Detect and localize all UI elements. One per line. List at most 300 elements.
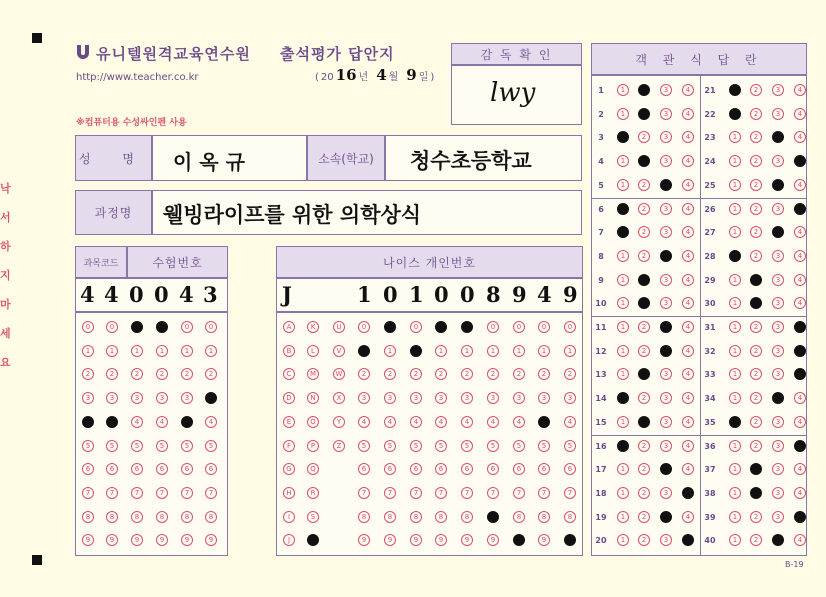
answer-choice-bubble[interactable]: 2 [638,440,650,452]
exam-code-bubble[interactable]: 4 [156,416,168,428]
neis-letter-bubble[interactable]: H [283,487,295,499]
neis-digit-bubble[interactable]: 7 [461,487,473,499]
neis-digit-bubble[interactable]: 9 [538,534,550,546]
answer-choice-bubble[interactable]: 1 [617,416,629,428]
answer-choice-bubble[interactable]: 4 [682,345,694,357]
neis-digit-bubble[interactable]: 7 [564,487,576,499]
answer-choice-bubble[interactable]: 3 [660,108,672,120]
neis-digit-bubble[interactable]: 1 [410,345,422,357]
answer-choice-bubble[interactable]: 1 [729,297,741,309]
answer-choice-bubble[interactable]: 4 [682,179,694,191]
answer-choice-bubble[interactable]: 4 [682,534,694,546]
answer-choice-bubble[interactable]: 1 [729,108,741,120]
exam-code-bubble[interactable]: 2 [181,368,193,380]
exam-code-bubble[interactable]: 9 [156,534,168,546]
answer-choice-bubble[interactable]: 1 [729,368,741,380]
exam-code-bubble[interactable]: 5 [181,440,193,452]
neis-letter-bubble[interactable]: L [307,345,319,357]
answer-choice-bubble[interactable]: 3 [772,416,784,428]
neis-digit-bubble[interactable]: 8 [513,511,525,523]
answer-choice-bubble[interactable]: 2 [750,155,762,167]
answer-choice-bubble[interactable]: 4 [794,511,806,523]
neis-digit-bubble[interactable]: 8 [410,511,422,523]
answer-choice-bubble[interactable]: 4 [682,297,694,309]
answer-choice-bubble[interactable]: 4 [794,226,806,238]
answer-choice-bubble[interactable]: 3 [772,226,784,238]
exam-code-bubble[interactable]: 0 [82,321,94,333]
answer-choice-bubble[interactable]: 2 [638,416,650,428]
answer-choice-bubble[interactable]: 4 [794,345,806,357]
answer-choice-bubble[interactable]: 1 [617,511,629,523]
neis-digit-bubble[interactable]: 2 [461,368,473,380]
answer-choice-bubble[interactable]: 4 [682,274,694,286]
exam-code-bubble[interactable]: 8 [181,511,193,523]
exam-code-bubble[interactable]: 6 [156,463,168,475]
answer-choice-bubble[interactable]: 1 [617,84,629,96]
exam-code-bubble[interactable]: 9 [181,534,193,546]
answer-choice-bubble[interactable]: 2 [750,392,762,404]
answer-choice-bubble[interactable]: 3 [772,440,784,452]
exam-code-bubble[interactable]: 7 [106,487,118,499]
neis-digit-bubble[interactable]: 8 [461,511,473,523]
answer-choice-bubble[interactable]: 1 [729,179,741,191]
neis-digit-bubble[interactable]: 1 [538,345,550,357]
answer-choice-bubble[interactable]: 2 [638,368,650,380]
exam-code-bubble[interactable]: 8 [82,511,94,523]
exam-code-bubble[interactable]: 4 [181,416,193,428]
answer-choice-bubble[interactable]: 1 [617,203,629,215]
neis-digit-bubble[interactable]: 2 [538,368,550,380]
answer-choice-bubble[interactable]: 1 [729,345,741,357]
answer-choice-bubble[interactable]: 4 [794,274,806,286]
answer-choice-bubble[interactable]: 1 [617,440,629,452]
answer-choice-bubble[interactable]: 3 [772,155,784,167]
neis-digit-bubble[interactable]: 5 [564,440,576,452]
answer-choice-bubble[interactable]: 1 [729,155,741,167]
exam-code-bubble[interactable]: 6 [106,463,118,475]
answer-choice-bubble[interactable]: 3 [772,203,784,215]
neis-digit-bubble[interactable]: 5 [461,440,473,452]
neis-digit-bubble[interactable]: 4 [384,416,396,428]
answer-choice-bubble[interactable]: 3 [772,321,784,333]
answer-choice-bubble[interactable]: 1 [617,368,629,380]
neis-digit-bubble[interactable]: 7 [384,487,396,499]
answer-choice-bubble[interactable]: 4 [682,155,694,167]
neis-digit-bubble[interactable]: 7 [410,487,422,499]
answer-choice-bubble[interactable]: 4 [794,534,806,546]
neis-digit-bubble[interactable]: 8 [384,511,396,523]
exam-code-bubble[interactable]: 4 [131,416,143,428]
answer-choice-bubble[interactable]: 1 [729,416,741,428]
exam-code-bubble[interactable]: 7 [181,487,193,499]
answer-choice-bubble[interactable]: 4 [794,392,806,404]
neis-digit-bubble[interactable]: 2 [487,368,499,380]
answer-choice-bubble[interactable]: 4 [682,392,694,404]
exam-code-bubble[interactable]: 2 [131,368,143,380]
answer-choice-bubble[interactable]: 4 [682,368,694,380]
neis-digit-bubble[interactable]: 5 [538,440,550,452]
exam-code-bubble[interactable]: 1 [205,345,217,357]
answer-choice-bubble[interactable]: 2 [638,131,650,143]
neis-letter-bubble[interactable]: I [283,511,295,523]
answer-choice-bubble[interactable]: 3 [660,250,672,262]
neis-digit-bubble[interactable]: 0 [538,321,550,333]
exam-code-bubble[interactable]: 8 [106,511,118,523]
answer-choice-bubble[interactable]: 3 [660,511,672,523]
neis-digit-bubble[interactable]: 6 [358,463,370,475]
answer-choice-bubble[interactable]: 2 [750,250,762,262]
exam-code-bubble[interactable]: 7 [205,487,217,499]
exam-code-bubble[interactable]: 5 [131,440,143,452]
answer-choice-bubble[interactable]: 1 [729,226,741,238]
answer-choice-bubble[interactable]: 2 [750,203,762,215]
neis-letter-bubble[interactable]: U [333,321,345,333]
neis-digit-bubble[interactable]: 6 [435,463,447,475]
answer-choice-bubble[interactable]: 3 [660,487,672,499]
neis-letter-bubble[interactable]: B [283,345,295,357]
answer-choice-bubble[interactable]: 1 [617,463,629,475]
exam-code-bubble[interactable]: 9 [106,534,118,546]
answer-choice-bubble[interactable]: 2 [638,392,650,404]
answer-choice-bubble[interactable]: 2 [750,416,762,428]
answer-choice-bubble[interactable]: 2 [638,203,650,215]
answer-choice-bubble[interactable]: 3 [660,534,672,546]
neis-digit-bubble[interactable]: 5 [513,440,525,452]
exam-code-bubble[interactable]: 4 [82,416,94,428]
neis-digit-bubble[interactable]: 6 [487,463,499,475]
exam-code-bubble[interactable]: 9 [205,534,217,546]
exam-code-bubble[interactable]: 0 [181,321,193,333]
neis-digit-bubble[interactable]: 3 [538,392,550,404]
exam-code-bubble[interactable]: 3 [131,392,143,404]
answer-choice-bubble[interactable]: 2 [638,345,650,357]
neis-digit-bubble[interactable]: 3 [384,392,396,404]
exam-code-bubble[interactable]: 5 [82,440,94,452]
neis-digit-bubble[interactable]: 2 [435,368,447,380]
answer-choice-bubble[interactable]: 1 [617,274,629,286]
answer-choice-bubble[interactable]: 1 [617,226,629,238]
answer-choice-bubble[interactable]: 1 [617,345,629,357]
neis-digit-bubble[interactable]: 8 [358,511,370,523]
answer-choice-bubble[interactable]: 1 [729,487,741,499]
answer-choice-bubble[interactable]: 2 [750,297,762,309]
answer-choice-bubble[interactable]: 2 [638,226,650,238]
answer-choice-bubble[interactable]: 2 [750,131,762,143]
exam-code-bubble[interactable]: 2 [106,368,118,380]
neis-letter-bubble[interactable]: Z [333,440,345,452]
neis-digit-bubble[interactable]: 3 [461,392,473,404]
answer-choice-bubble[interactable]: 2 [750,226,762,238]
answer-choice-bubble[interactable]: 2 [638,463,650,475]
neis-digit-bubble[interactable]: 1 [513,345,525,357]
answer-choice-bubble[interactable]: 3 [660,179,672,191]
answer-choice-bubble[interactable]: 3 [772,511,784,523]
answer-choice-bubble[interactable]: 2 [638,274,650,286]
neis-digit-bubble[interactable]: 1 [564,345,576,357]
answer-choice-bubble[interactable]: 4 [794,131,806,143]
exam-code-bubble[interactable]: 6 [131,463,143,475]
exam-code-bubble[interactable]: 9 [131,534,143,546]
answer-choice-bubble[interactable]: 2 [750,84,762,96]
answer-choice-bubble[interactable]: 1 [729,131,741,143]
exam-code-bubble[interactable]: 0 [205,321,217,333]
neis-digit-bubble[interactable]: 6 [410,463,422,475]
answer-choice-bubble[interactable]: 4 [794,416,806,428]
neis-digit-bubble[interactable]: 4 [358,416,370,428]
answer-choice-bubble[interactable]: 2 [638,108,650,120]
exam-code-bubble[interactable]: 6 [82,463,94,475]
answer-choice-bubble[interactable]: 4 [794,155,806,167]
exam-code-bubble[interactable]: 0 [131,321,143,333]
answer-choice-bubble[interactable]: 1 [729,440,741,452]
exam-code-bubble[interactable]: 1 [181,345,193,357]
answer-choice-bubble[interactable]: 3 [660,345,672,357]
neis-letter-bubble[interactable]: K [307,321,319,333]
answer-choice-bubble[interactable]: 2 [638,179,650,191]
neis-digit-bubble[interactable]: 4 [538,416,550,428]
neis-digit-bubble[interactable]: 3 [358,392,370,404]
neis-digit-bubble[interactable]: 8 [435,511,447,523]
neis-digit-bubble[interactable]: 6 [513,463,525,475]
neis-digit-bubble[interactable]: 4 [513,416,525,428]
answer-choice-bubble[interactable]: 1 [617,250,629,262]
neis-digit-bubble[interactable]: 7 [358,487,370,499]
neis-digit-bubble[interactable]: 0 [487,321,499,333]
neis-letter-bubble[interactable]: W [333,368,345,380]
neis-letter-bubble[interactable]: V [333,345,345,357]
answer-choice-bubble[interactable]: 1 [729,511,741,523]
neis-digit-bubble[interactable]: 4 [461,416,473,428]
answer-choice-bubble[interactable]: 1 [729,84,741,96]
neis-digit-bubble[interactable]: 0 [358,321,370,333]
answer-choice-bubble[interactable]: 2 [638,250,650,262]
answer-choice-bubble[interactable]: 1 [617,392,629,404]
answer-choice-bubble[interactable]: 3 [660,274,672,286]
exam-code-bubble[interactable]: 5 [205,440,217,452]
neis-digit-bubble[interactable]: 0 [461,321,473,333]
neis-digit-bubble[interactable]: 2 [410,368,422,380]
answer-choice-bubble[interactable]: 1 [617,155,629,167]
answer-choice-bubble[interactable]: 1 [729,203,741,215]
answer-choice-bubble[interactable]: 3 [772,463,784,475]
exam-code-bubble[interactable]: 3 [156,392,168,404]
answer-choice-bubble[interactable]: 1 [617,297,629,309]
answer-choice-bubble[interactable]: 4 [682,487,694,499]
exam-code-bubble[interactable]: 3 [106,392,118,404]
answer-choice-bubble[interactable]: 3 [660,203,672,215]
answer-choice-bubble[interactable]: 2 [750,511,762,523]
answer-choice-bubble[interactable]: 4 [682,203,694,215]
answer-choice-bubble[interactable]: 2 [638,487,650,499]
neis-digit-bubble[interactable]: 4 [564,416,576,428]
neis-digit-bubble[interactable]: 4 [435,416,447,428]
neis-letter-bubble[interactable]: F [283,440,295,452]
answer-choice-bubble[interactable]: 4 [794,203,806,215]
neis-digit-bubble[interactable]: 1 [435,345,447,357]
neis-letter-bubble[interactable]: P [307,440,319,452]
neis-digit-bubble[interactable]: 9 [410,534,422,546]
answer-choice-bubble[interactable]: 2 [638,534,650,546]
answer-choice-bubble[interactable]: 2 [750,274,762,286]
neis-digit-bubble[interactable]: 9 [358,534,370,546]
neis-digit-bubble[interactable]: 1 [487,345,499,357]
exam-code-bubble[interactable]: 2 [82,368,94,380]
answer-choice-bubble[interactable]: 4 [794,321,806,333]
exam-code-bubble[interactable]: 7 [131,487,143,499]
answer-choice-bubble[interactable]: 2 [638,297,650,309]
answer-choice-bubble[interactable]: 1 [729,321,741,333]
neis-digit-bubble[interactable]: 5 [487,440,499,452]
answer-choice-bubble[interactable]: 2 [750,345,762,357]
exam-code-bubble[interactable]: 1 [131,345,143,357]
neis-letter-bubble[interactable]: Y [333,416,345,428]
neis-digit-bubble[interactable]: 3 [513,392,525,404]
neis-digit-bubble[interactable]: 2 [564,368,576,380]
answer-choice-bubble[interactable]: 3 [772,84,784,96]
answer-choice-bubble[interactable]: 1 [729,274,741,286]
answer-choice-bubble[interactable]: 3 [660,84,672,96]
neis-digit-bubble[interactable]: 0 [435,321,447,333]
answer-choice-bubble[interactable]: 3 [772,297,784,309]
exam-code-bubble[interactable]: 3 [82,392,94,404]
answer-choice-bubble[interactable]: 2 [638,155,650,167]
answer-choice-bubble[interactable]: 4 [794,487,806,499]
answer-choice-bubble[interactable]: 3 [772,345,784,357]
answer-choice-bubble[interactable]: 3 [660,416,672,428]
answer-choice-bubble[interactable]: 4 [794,297,806,309]
exam-code-bubble[interactable]: 5 [106,440,118,452]
neis-digit-bubble[interactable]: 6 [564,463,576,475]
exam-code-bubble[interactable]: 3 [181,392,193,404]
answer-choice-bubble[interactable]: 3 [660,368,672,380]
answer-choice-bubble[interactable]: 4 [794,250,806,262]
neis-letter-bubble[interactable]: J [283,534,295,546]
neis-digit-bubble[interactable]: 2 [358,368,370,380]
answer-choice-bubble[interactable]: 4 [794,108,806,120]
neis-digit-bubble[interactable]: 0 [410,321,422,333]
exam-code-bubble[interactable]: 0 [106,321,118,333]
answer-choice-bubble[interactable]: 3 [660,463,672,475]
neis-letter-bubble[interactable]: O [307,416,319,428]
neis-letter-bubble[interactable]: A [283,321,295,333]
answer-choice-bubble[interactable]: 4 [682,131,694,143]
neis-digit-bubble[interactable]: 3 [435,392,447,404]
exam-code-bubble[interactable]: 3 [205,392,217,404]
exam-code-bubble[interactable]: 0 [156,321,168,333]
answer-choice-bubble[interactable]: 1 [729,392,741,404]
answer-choice-bubble[interactable]: 2 [638,321,650,333]
answer-choice-bubble[interactable]: 4 [682,416,694,428]
exam-code-bubble[interactable]: 8 [131,511,143,523]
answer-choice-bubble[interactable]: 3 [772,368,784,380]
answer-choice-bubble[interactable]: 4 [682,321,694,333]
neis-digit-bubble[interactable]: 8 [487,511,499,523]
neis-digit-bubble[interactable]: 2 [513,368,525,380]
exam-code-bubble[interactable]: 6 [205,463,217,475]
neis-digit-bubble[interactable]: 7 [538,487,550,499]
answer-choice-bubble[interactable]: 4 [794,368,806,380]
neis-letter-bubble[interactable]: E [283,416,295,428]
neis-letter-bubble[interactable]: G [283,463,295,475]
answer-choice-bubble[interactable]: 2 [750,463,762,475]
answer-choice-bubble[interactable]: 2 [750,534,762,546]
answer-choice-bubble[interactable]: 1 [617,179,629,191]
exam-code-bubble[interactable]: 8 [156,511,168,523]
exam-code-bubble[interactable]: 4 [106,416,118,428]
neis-letter-bubble[interactable]: Q [307,463,319,475]
answer-choice-bubble[interactable]: 3 [772,392,784,404]
neis-digit-bubble[interactable]: 9 [384,534,396,546]
exam-code-bubble[interactable]: 2 [205,368,217,380]
exam-code-bubble[interactable]: 9 [82,534,94,546]
neis-digit-bubble[interactable]: 9 [564,534,576,546]
neis-digit-bubble[interactable]: 0 [564,321,576,333]
answer-choice-bubble[interactable]: 3 [772,179,784,191]
answer-choice-bubble[interactable]: 1 [729,534,741,546]
answer-choice-bubble[interactable]: 3 [772,274,784,286]
neis-digit-bubble[interactable]: 9 [435,534,447,546]
neis-digit-bubble[interactable]: 6 [461,463,473,475]
neis-digit-bubble[interactable]: 3 [564,392,576,404]
neis-digit-bubble[interactable]: 1 [384,345,396,357]
answer-choice-bubble[interactable]: 2 [750,368,762,380]
neis-letter-bubble[interactable]: R [307,487,319,499]
exam-code-bubble[interactable]: 2 [156,368,168,380]
exam-code-bubble[interactable]: 1 [82,345,94,357]
answer-choice-bubble[interactable]: 2 [638,511,650,523]
neis-digit-bubble[interactable]: 6 [384,463,396,475]
answer-choice-bubble[interactable]: 3 [660,155,672,167]
answer-choice-bubble[interactable]: 4 [682,84,694,96]
answer-choice-bubble[interactable]: 4 [794,179,806,191]
exam-code-bubble[interactable]: 1 [106,345,118,357]
neis-digit-bubble[interactable]: 3 [410,392,422,404]
answer-choice-bubble[interactable]: 2 [638,84,650,96]
neis-letter-bubble[interactable]: S [307,511,319,523]
neis-letter-bubble[interactable]: M [307,368,319,380]
answer-choice-bubble[interactable]: 3 [660,297,672,309]
answer-choice-bubble[interactable]: 4 [682,108,694,120]
answer-choice-bubble[interactable]: 4 [682,226,694,238]
neis-digit-bubble[interactable]: 8 [538,511,550,523]
answer-choice-bubble[interactable]: 1 [617,108,629,120]
exam-code-bubble[interactable]: 4 [205,416,217,428]
neis-digit-bubble[interactable]: 4 [487,416,499,428]
answer-choice-bubble[interactable]: 3 [660,440,672,452]
exam-code-bubble[interactable]: 5 [156,440,168,452]
neis-letter-bubble[interactable]: X [333,392,345,404]
answer-choice-bubble[interactable]: 1 [729,250,741,262]
neis-digit-bubble[interactable]: 9 [513,534,525,546]
answer-choice-bubble[interactable]: 2 [750,108,762,120]
answer-choice-bubble[interactable]: 4 [794,84,806,96]
neis-digit-bubble[interactable]: 5 [410,440,422,452]
answer-choice-bubble[interactable]: 2 [750,487,762,499]
neis-digit-bubble[interactable]: 7 [487,487,499,499]
neis-digit-bubble[interactable]: 1 [461,345,473,357]
neis-digit-bubble[interactable]: 5 [435,440,447,452]
neis-digit-bubble[interactable]: 0 [384,321,396,333]
answer-choice-bubble[interactable]: 3 [772,534,784,546]
exam-code-bubble[interactable]: 8 [205,511,217,523]
answer-choice-bubble[interactable]: 3 [772,108,784,120]
neis-digit-bubble[interactable]: 7 [513,487,525,499]
neis-digit-bubble[interactable]: 5 [358,440,370,452]
answer-choice-bubble[interactable]: 3 [660,131,672,143]
neis-letter-bubble[interactable]: N [307,392,319,404]
answer-choice-bubble[interactable]: 3 [660,392,672,404]
answer-choice-bubble[interactable]: 1 [617,487,629,499]
